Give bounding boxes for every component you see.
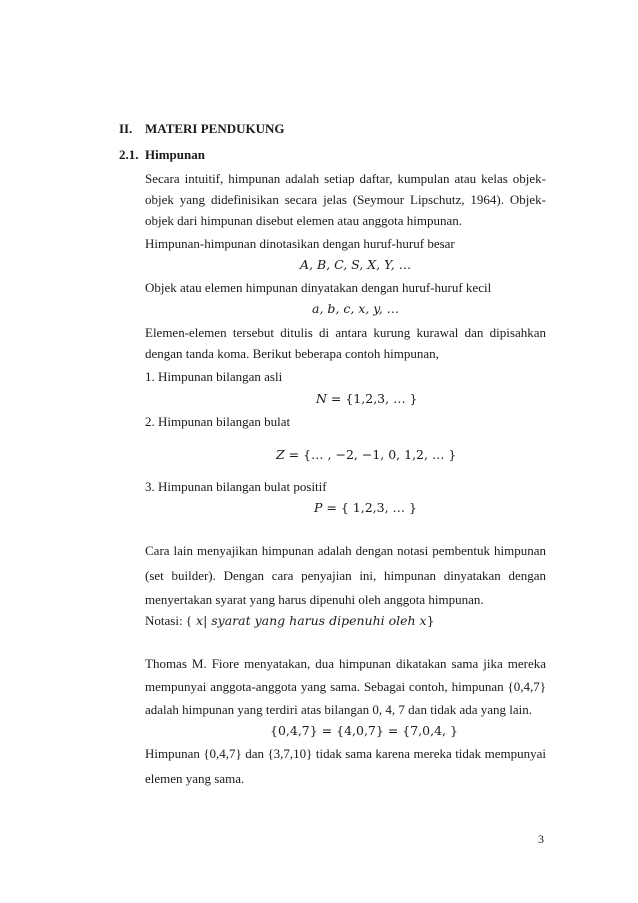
paragraph-line: Secara intuitif, himpunan adalah setiap daftar, kumpulan atau kelas objek- [145, 171, 546, 186]
paragraph-line: mempunyai anggota-anggota yang sama. Sebagai contoh, himpunan {0,4,7} [145, 679, 546, 694]
paragraph-line: objek dari himpunan disebut elemen atau anggota himpunan. [145, 213, 462, 228]
paragraph-line: adalah himpunan yang terdiri atas bilangan 0, 4, 7 dan tidak ada yang lain. [145, 702, 532, 717]
equation-lowercase-letters: a, b, c, x, y, … [312, 301, 400, 316]
paragraph-line: Himpunan-himpunan dinotasikan dengan huruf-huruf besar [145, 236, 455, 251]
list-item: 1. Himpunan bilangan asli [145, 369, 283, 384]
equation-set-equality: {0,4,7} = {4,0,7} = {7,0,4, } [270, 723, 458, 738]
equation-positive-integers: P = { 1,2,3, … } [314, 500, 417, 515]
subsection-number: 2.1. [119, 147, 139, 162]
paragraph-line: Himpunan {0,4,7} dan {3,7,10} tidak sama karena mereka tidak mempunyai [145, 746, 546, 761]
list-item: 3. Himpunan bilangan bulat positif [145, 479, 327, 494]
paragraph-line: Cara lain menyajikan himpunan adalah dengan notasi pembentuk himpunan [145, 543, 546, 558]
paragraph-line: objek yang didefinisikan secara jelas (Seymour Lipschutz, 1964). Objek- [145, 192, 546, 207]
section-number: II. [119, 121, 133, 136]
equation-integers: Z = {… , −2, −1, 0, 1,2, … } [276, 447, 457, 462]
page-number: 3 [538, 832, 544, 846]
paragraph-line: menyertakan syarat yang harus dipenuhi oleh anggota himpunan. [145, 592, 484, 607]
paragraph-line: elemen yang sama. [145, 771, 245, 786]
paragraph-line: (set builder). Dengan cara penyajian ini, himpunan dinyatakan dengan [145, 568, 546, 583]
paragraph-line: dengan tanda koma. Berikut beberapa contoh himpunan, [145, 346, 439, 361]
paragraph-line: Thomas M. Fiore menyatakan, dua himpunan dikatakan sama jika mereka [145, 656, 546, 671]
subsection-title: Himpunan [145, 147, 205, 162]
paragraph-line: Elemen-elemen tersebut ditulis di antara kurung kurawal dan dipisahkan [145, 325, 546, 340]
paragraph-line: Objek atau elemen himpunan dinyatakan dengan huruf-huruf kecil [145, 280, 492, 295]
list-item: 2. Himpunan bilangan bulat [145, 414, 291, 429]
section-title: MATERI PENDUKUNG [145, 121, 285, 136]
set-builder-notation: Notasi: { x| syarat yang harus dipenuhi oleh x} [145, 613, 435, 628]
equation-natural-numbers: N = {1,2,3, … } [316, 391, 418, 406]
equation-uppercase-letters: A, B, C, S, X, Y, … [300, 257, 412, 272]
